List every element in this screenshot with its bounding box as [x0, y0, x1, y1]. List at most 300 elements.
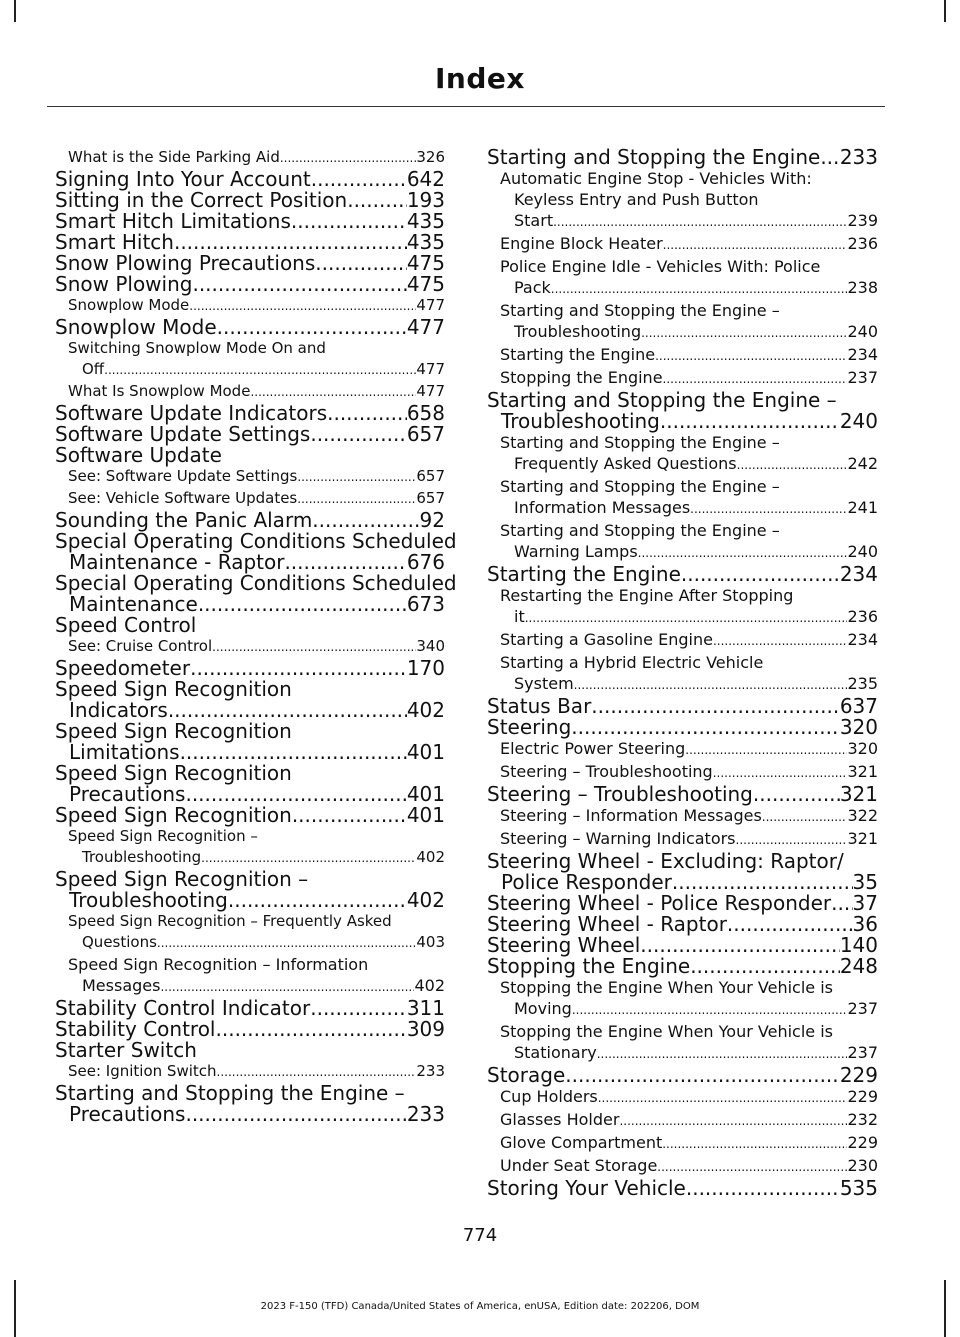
- dot-leader: [310, 998, 407, 1019]
- dot-leader: [762, 805, 848, 828]
- index-page-number: 233: [406, 1102, 445, 1126]
- index-entry: [55, 403, 445, 424]
- index-entry-title: Storage: [487, 1063, 566, 1087]
- index-entry: [487, 233, 878, 256]
- index-entry-line: [500, 1042, 878, 1065]
- index-entry-title: Steering – Warning Indicators: [500, 829, 736, 848]
- index-entry: [55, 190, 445, 211]
- index-entry: [55, 466, 445, 488]
- index-entry: [55, 253, 445, 274]
- index-entry-continuation: it: [514, 607, 525, 626]
- index-page-number: 435: [406, 230, 445, 254]
- index-entry-title: Smart Hitch Limitations: [55, 209, 291, 233]
- index-entry-title: Special Operating Conditions Scheduled: [55, 571, 457, 595]
- index-page-number: 321: [839, 782, 878, 806]
- index-page-number: 92: [419, 508, 445, 532]
- index-entry: [487, 717, 878, 738]
- index-page-number: 237: [847, 1043, 878, 1062]
- dot-leader: [553, 210, 847, 233]
- index-entry-title: Starting and Stopping the Engine –: [500, 433, 780, 452]
- index-page-number: 657: [406, 422, 445, 446]
- index-entry: [487, 390, 878, 432]
- index-entry: [55, 571, 457, 616]
- index-entry-line: [500, 321, 878, 344]
- index-entry-continuation: Indicators: [69, 698, 168, 722]
- index-entry-title: Starting the Engine: [487, 562, 681, 586]
- index-page-number: 193: [406, 188, 445, 212]
- index-entry-title: Stopping the Engine When Your Vehicle is: [500, 978, 833, 997]
- index-entry-title: Starting the Engine: [500, 345, 656, 364]
- index-page-number: 230: [847, 1156, 878, 1175]
- index-entry-title: Snow Plowing Precautions: [55, 251, 316, 275]
- index-page-number: 477: [416, 360, 445, 378]
- index-entry-title: Engine Block Heater: [500, 234, 663, 253]
- index-entry: [55, 147, 445, 169]
- index-page-number: 477: [416, 382, 445, 400]
- index-page-number: 657: [416, 489, 445, 507]
- index-entry-line: [55, 1104, 445, 1125]
- index-page-number: 232: [847, 1110, 878, 1129]
- index-page-number: 658: [406, 401, 445, 425]
- index-entry-title: Police Engine Idle - Vehicles With: Police: [500, 257, 821, 276]
- index-entry-title: Snowplow Mode: [55, 315, 217, 339]
- dot-leader: [212, 636, 416, 658]
- index-entry-line: [500, 673, 878, 696]
- index-entry-title: Special Operating Conditions Scheduled: [55, 529, 457, 553]
- index-entry: [55, 274, 445, 295]
- dot-leader: [168, 700, 407, 721]
- dot-leader: [663, 233, 848, 256]
- index-entry-title: Steering – Information Messages: [500, 806, 762, 825]
- index-entry: [487, 1178, 878, 1199]
- index-entry-continuation: Start: [514, 211, 554, 230]
- dot-leader: [685, 738, 847, 761]
- dot-leader: [189, 295, 416, 317]
- dot-leader: [217, 317, 407, 338]
- dot-leader: [551, 277, 848, 300]
- index-page-number: 241: [847, 498, 878, 517]
- index-entry-continuation: Moving: [514, 999, 572, 1018]
- index-entry: [487, 935, 878, 956]
- index-entry: [55, 1019, 445, 1040]
- index-entry-title: See: Ignition Switch: [68, 1062, 217, 1080]
- index-entry: [55, 232, 445, 253]
- dot-leader: [641, 321, 847, 344]
- index-entry: [55, 869, 445, 911]
- index-entry: [487, 585, 878, 629]
- dot-leader: [250, 381, 416, 403]
- index-entry-continuation: Messages: [82, 976, 161, 995]
- index-entry-title: Stopping the Engine When Your Vehicle is: [500, 1022, 833, 1041]
- index-entry-title: What is the Side Parking Aid: [68, 148, 280, 166]
- index-entry-line: [487, 411, 878, 432]
- index-entry-continuation: Warning Lamps: [514, 542, 638, 561]
- index-column-left: [55, 147, 457, 1126]
- dot-leader: [660, 411, 840, 432]
- index-entry-title: Status Bar: [487, 694, 592, 718]
- index-entry-line: [500, 453, 878, 476]
- index-entry: [487, 564, 878, 585]
- dot-leader: [525, 606, 848, 629]
- index-entry: [55, 381, 445, 403]
- index-entry-title: Snowplow Mode: [68, 296, 190, 314]
- index-entry: [55, 998, 445, 1019]
- index-page-number: 236: [847, 234, 878, 253]
- index-entry: [487, 629, 878, 652]
- index-entry: [487, 1132, 878, 1155]
- dot-leader: [160, 975, 414, 998]
- index-entry: [55, 805, 445, 826]
- index-entry-title: Starter Switch: [55, 1038, 197, 1062]
- index-page-number: 340: [416, 637, 445, 655]
- index-entry-title: Steering – Troubleshooting: [500, 762, 713, 781]
- index-page-number: 234: [847, 630, 878, 649]
- index-entry-title: Starting and Stopping the Engine –: [55, 1081, 405, 1105]
- dot-leader: [280, 147, 417, 169]
- index-entry-title: Stopping the Engine: [500, 368, 663, 387]
- dot-leader: [831, 893, 852, 914]
- index-entry-continuation: Keyless Entry and Push Button: [514, 190, 759, 209]
- index-entry: [487, 784, 878, 805]
- dot-leader: [753, 784, 840, 805]
- dot-leader: [185, 1104, 406, 1125]
- index-entry-continuation: Maintenance: [69, 592, 198, 616]
- dot-leader: [190, 658, 407, 679]
- index-entry: [487, 956, 878, 977]
- dot-leader: [327, 403, 407, 424]
- index-page-number: 233: [839, 145, 878, 169]
- index-page-number: 637: [839, 694, 878, 718]
- index-entry-title: Under Seat Storage: [500, 1156, 658, 1175]
- dot-leader: [347, 190, 407, 211]
- dot-leader: [310, 424, 406, 445]
- index-entry-title: Starting and Stopping the Engine –: [487, 388, 837, 412]
- index-page-number: 402: [406, 888, 445, 912]
- index-entry-line: [55, 784, 445, 805]
- index-entry-line: [55, 552, 445, 573]
- index-entry-title: Signing Into Your Account: [55, 167, 311, 191]
- index-entry-continuation: Troubleshooting: [82, 848, 202, 866]
- index-entry: [487, 520, 878, 564]
- dot-leader: [104, 359, 416, 381]
- dot-leader: [157, 932, 416, 954]
- index-entry-line: [55, 742, 445, 763]
- index-page-number: 402: [414, 976, 445, 995]
- index-entry-line: [500, 210, 878, 233]
- index-entry-continuation: Precautions: [69, 782, 186, 806]
- index-entry-continuation: Information Messages: [514, 498, 691, 517]
- index-entry: [487, 738, 878, 761]
- index-page-number: 36: [852, 912, 878, 936]
- index-entry-title: Sounding the Panic Alarm: [55, 508, 313, 532]
- index-page-number: 240: [847, 322, 878, 341]
- index-entry-title: Starting and Stopping the Engine –: [500, 477, 780, 496]
- index-entry: [487, 432, 878, 476]
- index-entry: [487, 828, 878, 851]
- footer-edition-text: 2023 F-150 (TFD) Canada/United States of America, enUSA, Edition date: 202206, DOM: [260, 1301, 700, 1312]
- index-entry-title: Steering Wheel - Raptor: [487, 912, 727, 936]
- index-entry: [487, 805, 878, 828]
- dot-leader: [315, 253, 407, 274]
- dot-leader: [292, 805, 407, 826]
- index-entry-title: Speedometer: [55, 656, 191, 680]
- dot-leader: [311, 169, 407, 190]
- crop-mark-top-left: [14, 0, 16, 22]
- index-entry: [487, 893, 878, 914]
- index-entry: [487, 344, 878, 367]
- index-page-number: 140: [839, 933, 878, 957]
- index-entry-continuation: Police Responder: [501, 870, 672, 894]
- index-page-number: 673: [406, 592, 445, 616]
- index-entry: [487, 1065, 878, 1086]
- index-page-number: 311: [406, 996, 445, 1020]
- dot-leader: [574, 673, 848, 696]
- dot-leader: [571, 717, 840, 738]
- index-page-number: 401: [406, 740, 445, 764]
- index-entry-line: [68, 847, 445, 869]
- index-entry: [55, 445, 445, 466]
- index-entry-continuation: Stationary: [514, 1043, 597, 1062]
- index-page-number: 309: [406, 1017, 445, 1041]
- index-entry-continuation: Off: [82, 360, 105, 378]
- dot-leader: [736, 828, 848, 851]
- index-entry: [487, 168, 878, 233]
- dot-leader: [228, 890, 407, 911]
- index-page-number: 402: [416, 848, 445, 866]
- index-page-number: 239: [847, 211, 878, 230]
- dot-leader: [312, 510, 419, 531]
- index-column-right: [487, 147, 878, 1199]
- index-entry: [55, 529, 457, 574]
- index-entry-title: Starting and Stopping the Engine: [487, 145, 821, 169]
- index-entry-continuation: Precautions: [69, 1102, 186, 1126]
- index-entry: [55, 911, 445, 954]
- dot-leader: [713, 761, 848, 784]
- index-entry-title: Speed Sign Recognition – Frequently Asked: [68, 912, 392, 930]
- index-entry-title: Software Update Indicators: [55, 401, 328, 425]
- index-entry: [487, 1021, 878, 1065]
- dot-leader: [672, 872, 853, 893]
- index-page-number: 475: [406, 251, 445, 275]
- index-entry-line: [487, 872, 878, 893]
- index-page-number: 229: [847, 1133, 878, 1152]
- index-entry: [55, 169, 445, 190]
- index-entry-title: Switching Snowplow Mode On and: [68, 339, 326, 357]
- index-entry-title: Snow Plowing: [55, 272, 193, 296]
- index-page-number: 233: [416, 1062, 445, 1080]
- index-entry-title: Restarting the Engine After Stopping: [500, 586, 794, 605]
- index-page-number: 401: [406, 782, 445, 806]
- dot-leader: [565, 1065, 840, 1086]
- index-entry-title: Software Update: [55, 443, 222, 467]
- index-entry: [487, 851, 878, 893]
- index-entry: [487, 696, 878, 717]
- index-entry: [55, 1040, 445, 1061]
- index-entry: [55, 1061, 445, 1083]
- dot-leader: [185, 784, 406, 805]
- index-entry-title: Starting and Stopping the Engine –: [500, 301, 780, 320]
- index-entry-line: [500, 606, 878, 629]
- index-entry-line: [500, 541, 878, 564]
- index-entry: [55, 763, 445, 805]
- index-entry-title: Glasses Holder: [500, 1110, 620, 1129]
- index-entry: [487, 300, 878, 344]
- index-entry: [55, 211, 445, 232]
- index-page-number: 37: [852, 891, 878, 915]
- index-page-number: 237: [847, 368, 878, 387]
- index-entry: [55, 338, 445, 381]
- index-page-number: 35: [852, 870, 878, 894]
- dot-leader: [297, 466, 416, 488]
- index-page-number: 235: [847, 674, 878, 693]
- dot-leader: [713, 629, 848, 652]
- dot-leader: [690, 497, 847, 520]
- index-page-number: 248: [839, 954, 878, 978]
- page-number: 774: [462, 1225, 498, 1246]
- dot-leader: [657, 1155, 847, 1178]
- index-entry-title: Stopping the Engine: [487, 954, 691, 978]
- dot-leader: [174, 232, 407, 253]
- index-page-number: 237: [847, 999, 878, 1018]
- index-entry-title: Steering Wheel - Excluding: Raptor/: [487, 849, 844, 873]
- index-entry-title: Sitting in the Correct Position: [55, 188, 348, 212]
- index-entry-continuation: Troubleshooting: [514, 322, 642, 341]
- index-entry: [487, 652, 878, 696]
- dot-leader: [655, 344, 847, 367]
- index-entry: [55, 1083, 445, 1125]
- index-entry-title: See: Vehicle Software Updates: [68, 489, 298, 507]
- index-entry-continuation: Maintenance - Raptor: [69, 550, 285, 574]
- index-page-number: 535: [839, 1176, 878, 1200]
- index-entry-title: Software Update Settings: [55, 422, 311, 446]
- index-entry-title: Speed Sign Recognition –: [68, 827, 258, 845]
- index-page-number: 229: [839, 1063, 878, 1087]
- index-entry-continuation: Pack: [514, 278, 551, 297]
- index-entry-title: Starting a Hybrid Electric Vehicle: [500, 653, 764, 672]
- index-page-number: 321: [847, 762, 878, 781]
- index-page-number: 401: [406, 803, 445, 827]
- index-entry-title: Speed Control: [55, 613, 197, 637]
- dot-leader: [572, 998, 848, 1021]
- index-entry-title: Starting and Stopping the Engine –: [500, 521, 780, 540]
- index-entry: [55, 424, 445, 445]
- index-page-number: 240: [847, 542, 878, 561]
- dot-leader: [192, 274, 406, 295]
- index-entry-title: Electric Power Steering: [500, 739, 686, 758]
- index-page-number: 676: [406, 550, 445, 574]
- index-entry-title: Stability Control Indicator: [55, 996, 311, 1020]
- dot-leader: [297, 488, 416, 510]
- index-page-number: 657: [416, 467, 445, 485]
- index-entry: [487, 1086, 878, 1109]
- index-entry-title: Speed Sign Recognition –: [55, 867, 309, 891]
- index-entry-line: [500, 277, 878, 300]
- index-entry: [487, 977, 878, 1021]
- index-entry: [55, 954, 445, 998]
- index-entry-title: Stability Control: [55, 1017, 216, 1041]
- dot-leader: [291, 211, 407, 232]
- index-entry: [55, 510, 445, 531]
- index-entry-title: Speed Sign Recognition: [55, 803, 292, 827]
- index-page-number: 477: [416, 296, 445, 314]
- index-page-number: 242: [847, 454, 878, 473]
- index-entry: [487, 256, 878, 300]
- index-entry-title: Steering Wheel: [487, 933, 641, 957]
- index-page-number: 402: [406, 698, 445, 722]
- index-entry: [487, 1109, 878, 1132]
- index-page-number: 435: [406, 209, 445, 233]
- index-page-number: 229: [847, 1087, 878, 1106]
- index-page-number: 234: [839, 562, 878, 586]
- page-title: Index: [435, 62, 525, 95]
- index-entry-title: Smart Hitch: [55, 230, 174, 254]
- index-entry: [55, 826, 445, 869]
- index-entry: [487, 914, 878, 935]
- dot-leader: [284, 552, 406, 573]
- index-entry: [55, 679, 445, 721]
- header-divider: [47, 106, 885, 107]
- index-page-number: 238: [847, 278, 878, 297]
- index-page-number: 322: [847, 806, 878, 825]
- dot-leader: [619, 1109, 847, 1132]
- dot-leader: [198, 594, 407, 615]
- index-page-number: 403: [416, 933, 445, 951]
- index-entry: [487, 476, 878, 520]
- index-page-number: 326: [416, 148, 445, 166]
- dot-leader: [201, 847, 416, 869]
- index-entry-title: Automatic Engine Stop - Vehicles With:: [500, 169, 812, 188]
- dot-leader: [640, 935, 840, 956]
- dot-leader: [690, 956, 840, 977]
- index-entry: [487, 761, 878, 784]
- index-entry-line: [68, 975, 445, 998]
- index-entry-title: Cup Holders: [500, 1087, 598, 1106]
- index-entry: [487, 147, 878, 168]
- index-entry-title: See: Software Update Settings: [68, 467, 298, 485]
- index-entry: [55, 658, 445, 679]
- index-entry-title: What Is Snowplow Mode: [68, 382, 251, 400]
- index-entry-title: Speed Sign Recognition – Information: [68, 955, 369, 974]
- index-entry: [487, 1155, 878, 1178]
- index-entry: [55, 488, 445, 510]
- index-entry-title: Steering – Troubleshooting: [487, 782, 753, 806]
- index-entry: [55, 721, 445, 763]
- index-entry-continuation: System: [514, 674, 574, 693]
- index-entry-title: Steering Wheel - Police Responder: [487, 891, 832, 915]
- index-page-number: 234: [847, 345, 878, 364]
- index-entry-line: [55, 890, 445, 911]
- dot-leader: [681, 564, 840, 585]
- dot-leader: [216, 1019, 407, 1040]
- index-entry-title: Speed Sign Recognition: [55, 719, 292, 743]
- index-entry-line: [68, 932, 445, 954]
- index-entry-line: [55, 700, 445, 721]
- index-entry-continuation: Troubleshooting: [501, 409, 660, 433]
- index-page-number: 236: [847, 607, 878, 626]
- index-entry-continuation: Questions: [82, 933, 157, 951]
- dot-leader: [180, 742, 407, 763]
- index-page-number: 475: [406, 272, 445, 296]
- index-entry: [487, 367, 878, 390]
- dot-leader: [663, 367, 848, 390]
- index-entry: [55, 317, 445, 338]
- index-entry-line: [500, 497, 878, 520]
- dot-leader: [591, 696, 840, 717]
- index-entry: [55, 295, 445, 317]
- index-entry-title: See: Cruise Control: [68, 637, 213, 655]
- index-entry-title: Steering: [487, 715, 572, 739]
- index-entry: [55, 615, 445, 636]
